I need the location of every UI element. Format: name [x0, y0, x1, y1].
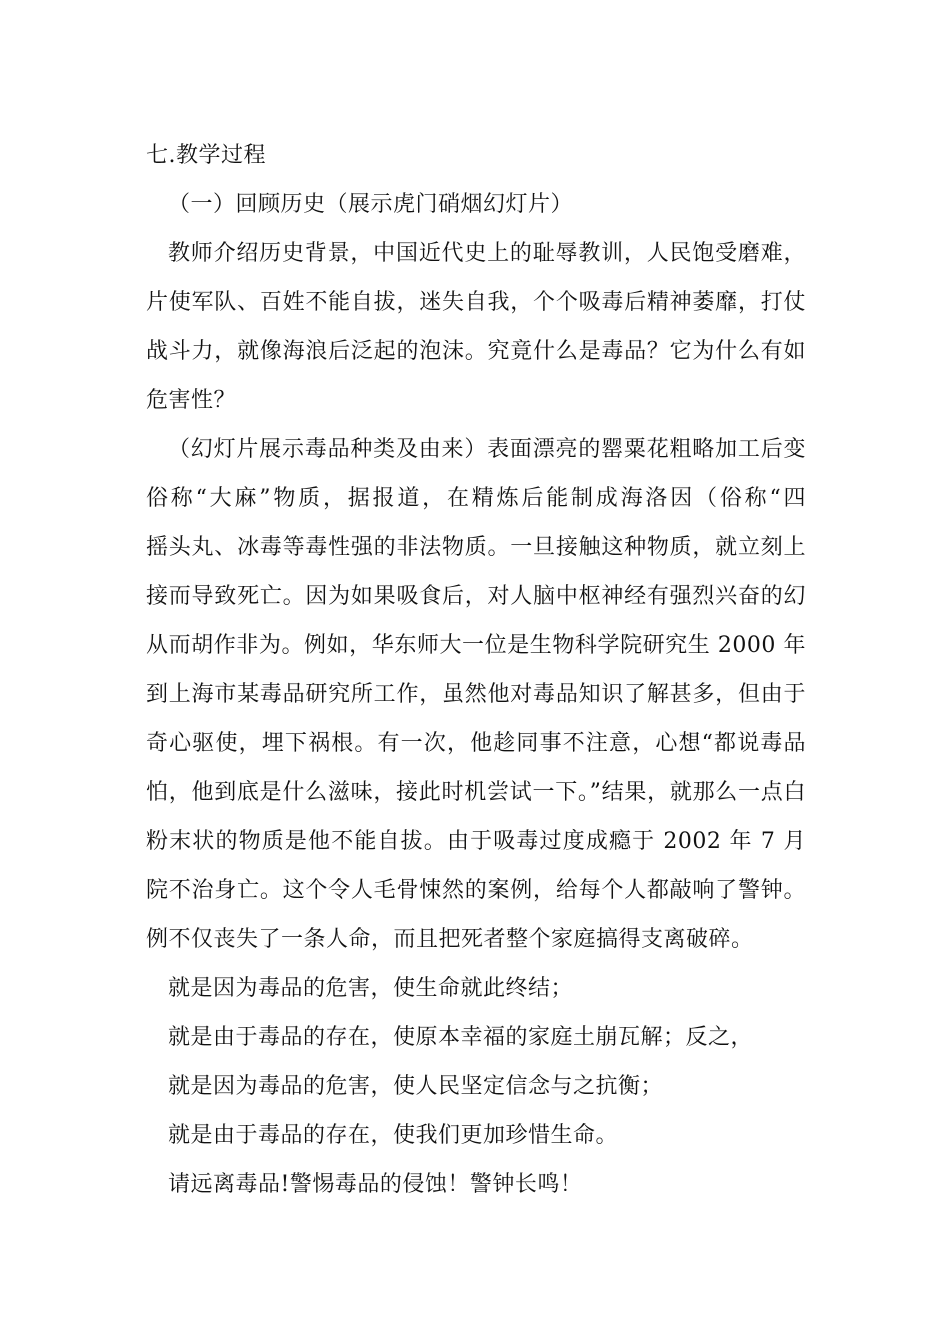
paragraph-line: 从而胡作非为。例如，华东师大一位是生物科学院研究生 2000 年	[146, 633, 806, 658]
paragraph-line: 怕，他到底是什么滋味，接此时机尝试一下。”结果，就那么一点白	[146, 780, 806, 805]
closing-line: 就是由于毒品的存在，使原本幸福的家庭土崩瓦解；反之，	[168, 1025, 754, 1050]
paragraph-line: 例不仅丧失了一条人命，而且把死者整个家庭搞得支离破碎。	[146, 927, 754, 952]
paragraph-line: 院不治身亡。这个令人毛骨悚然的案例，给每个人都敲响了警钟。	[146, 878, 806, 903]
paragraph-line: 到上海市某毒品研究所工作，虽然他对毒品知识了解甚多，但由于	[146, 682, 806, 707]
paragraph-line: （幻灯片展示毒品种类及由来）表面漂亮的罂粟花粗略加工后变	[168, 437, 806, 462]
subsection-heading: （一）回顾历史（展示虎门硝烟幻灯片）	[168, 192, 574, 217]
paragraph-line: 俗称“大麻”物质，据报道，在精炼后能制成海洛因（俗称“四	[146, 486, 806, 511]
closing-line: 请远离毒品!警惕毒品的侵蚀！警钟长鸣！	[168, 1172, 583, 1197]
closing-line: 就是由于毒品的存在，使我们更加珍惜生命。	[168, 1123, 619, 1148]
closing-line: 就是因为毒品的危害，使生命就此终结；	[168, 976, 574, 1001]
paragraph-line: 奇心驱使，埋下祸根。有一次，他趁同事不注意，心想“都说毒品	[146, 731, 806, 756]
section-heading: 七.教学过程	[146, 143, 266, 168]
paragraph-line: 接而导致死亡。因为如果吸食后，对人脑中枢神经有强烈兴奋的幻	[146, 584, 806, 609]
paragraph-line: 摇头丸、冰毒等毒性强的非法物质。一旦接触这种物质，就立刻上	[146, 535, 806, 560]
paragraph-line: 危害性？	[146, 388, 237, 413]
paragraph-line: 粉末状的物质是他不能自拔。由于吸毒过度成瘾于 2002 年 7 月	[146, 829, 806, 854]
paragraph-line: 战斗力，就像海浪后泛起的泡沫。究竟什么是毒品？它为什么有如	[146, 339, 806, 364]
closing-line: 就是因为毒品的危害，使人民坚定信念与之抗衡；	[168, 1074, 664, 1099]
paragraph-line: 教师介绍历史背景，中国近代史上的耻辱教训，人民饱受磨难，	[168, 241, 806, 266]
document-body	[146, 131, 806, 1209]
paragraph-line: 片使军队、百姓不能自拔，迷失自我，个个吸毒后精神萎靡，打仗	[146, 290, 806, 315]
